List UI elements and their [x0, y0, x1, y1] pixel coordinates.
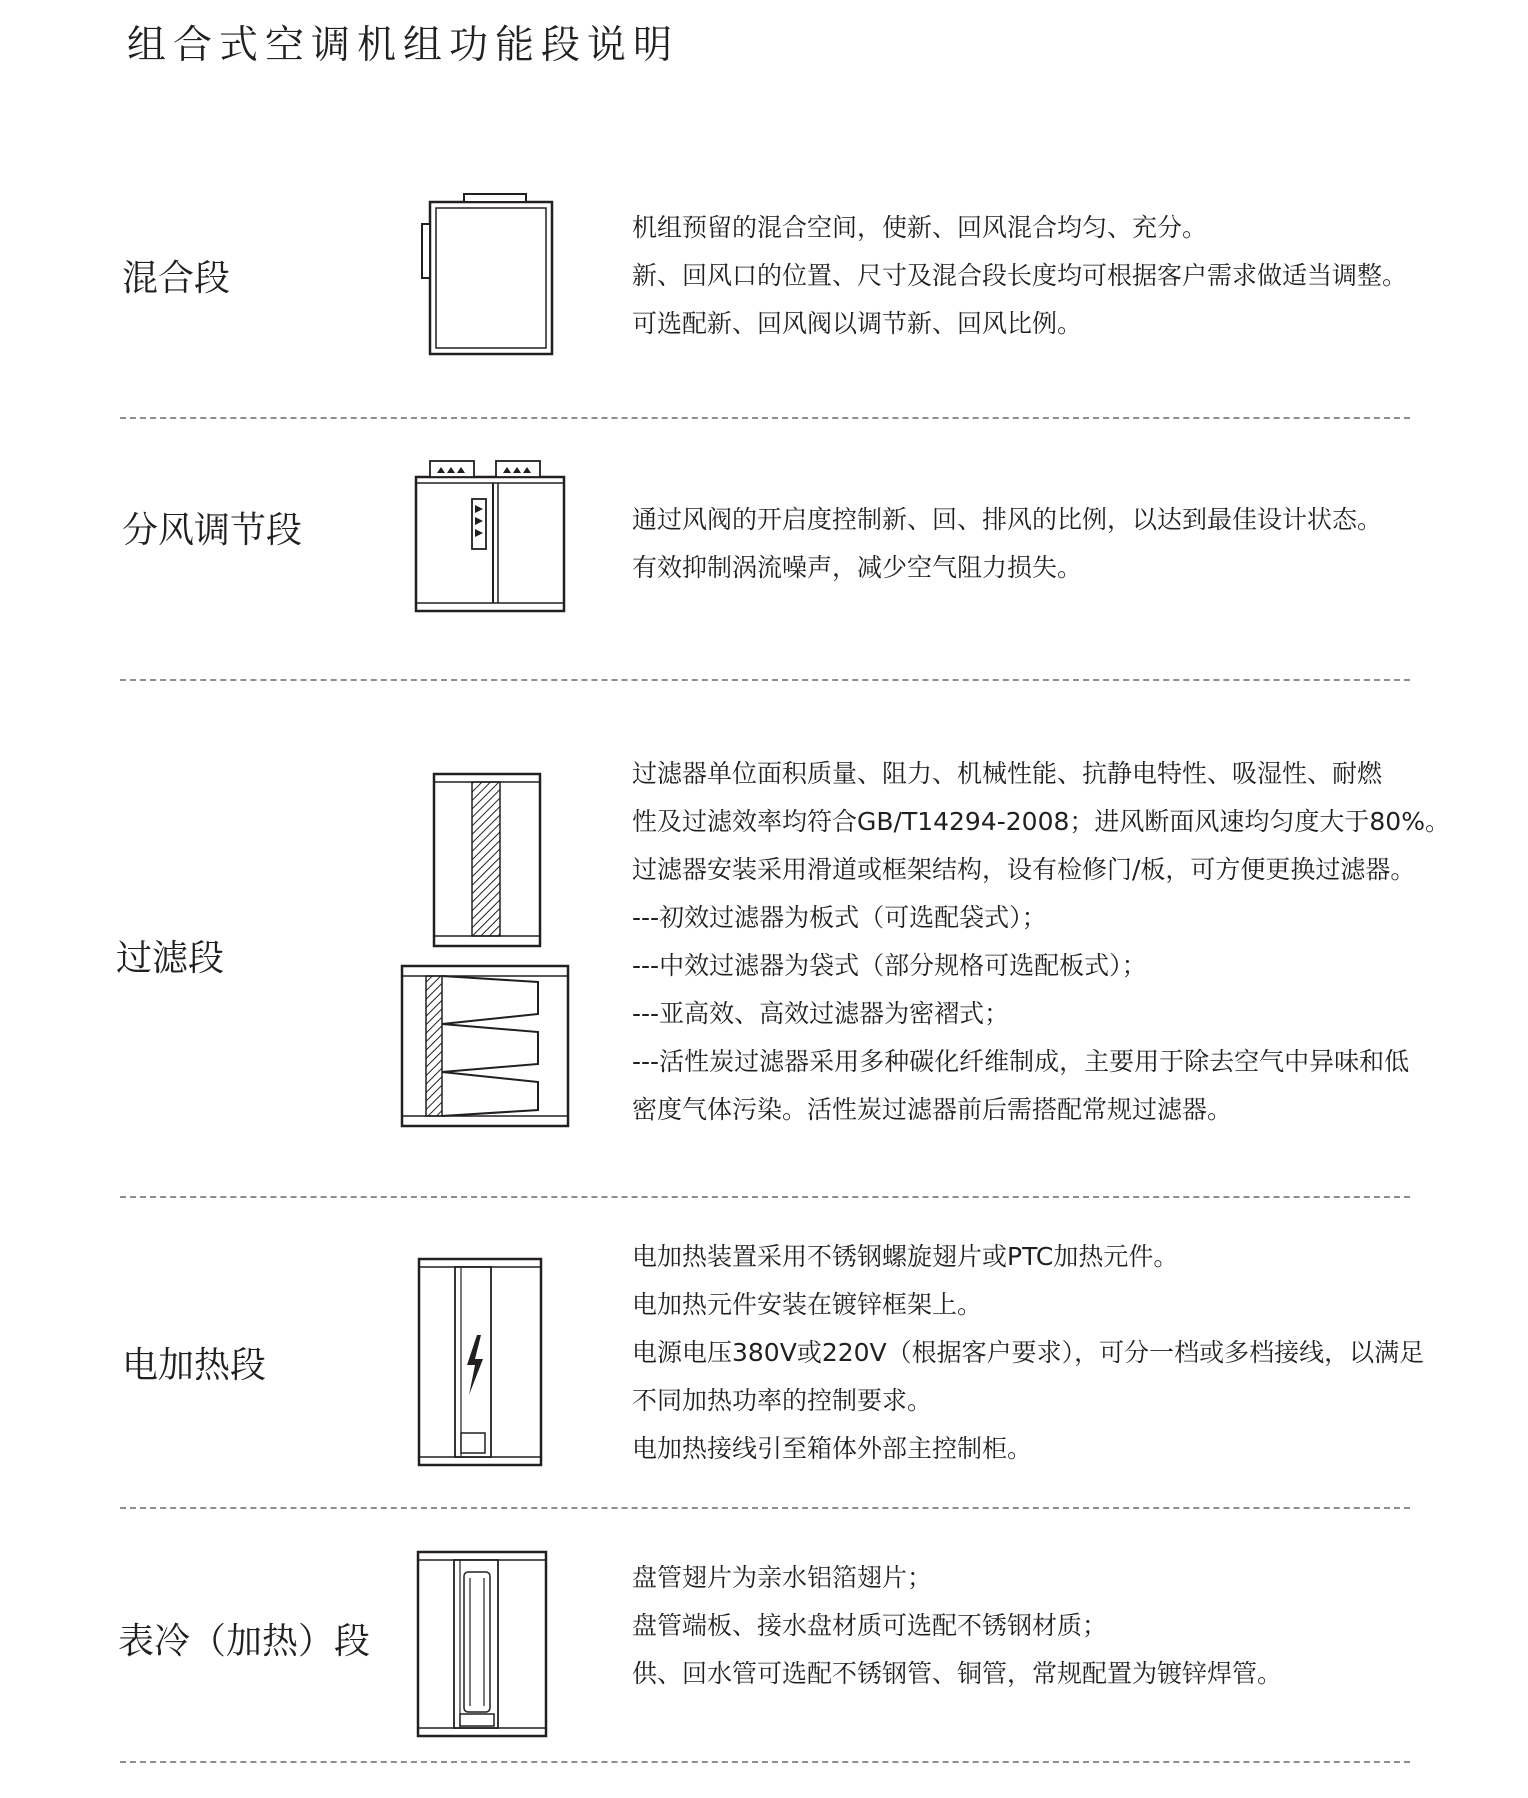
section-divider [120, 1196, 1410, 1198]
description-line: 电加热接线引至箱体外部主控制柜。 [632, 1434, 1033, 1463]
description-line: ---中效过滤器为袋式（部分规格可选配板式）； [632, 951, 1147, 980]
description-line: 电加热装置采用不锈钢螺旋翅片或PTC加热元件。 [632, 1242, 1179, 1271]
section-title: 电加热段 [122, 1345, 267, 1386]
description-line: 有效抑制涡流噪声，减少空气阻力损失。 [632, 553, 1083, 582]
section-divider [120, 417, 1410, 419]
section-description [632, 496, 1432, 592]
description-line: 供、回水管可选配不锈钢管、铜管，常规配置为镀锌焊管。 [632, 1659, 1283, 1688]
page-title: 组合式空调机组功能段说明 [127, 23, 680, 68]
description-line: 不同加热功率的控制要求。 [632, 1386, 933, 1415]
description-line: ---初效过滤器为板式（可选配袋式）； [632, 903, 1047, 932]
section-title: 混合段 [122, 258, 231, 299]
description-line: 通过风阀的开启度控制新、回、排风的比例，以达到最佳设计状态。 [632, 505, 1383, 534]
electric-heater-section-icon [415, 1255, 545, 1470]
section-divider [120, 1507, 1410, 1509]
description-line: 机组预留的混合空间，使新、回风混合均匀、充分。 [632, 213, 1208, 242]
section-divider [120, 679, 1410, 681]
description-line: 盘管翅片为亲水铝箔翅片； [632, 1563, 933, 1592]
section-description [632, 750, 1450, 1134]
description-line: 密度气体污染。活性炭过滤器前后需搭配常规过滤器。 [632, 1095, 1233, 1124]
section-description [632, 1554, 1432, 1698]
description-line: ---亚高效、高效过滤器为密褶式； [632, 999, 1010, 1028]
section-title: 过滤段 [116, 938, 225, 979]
description-line: 新、回风口的位置、尺寸及混合段长度均可根据客户需求做适当调整。 [632, 261, 1408, 290]
section-title: 分风调节段 [122, 510, 303, 551]
description-line: 盘管端板、接水盘材质可选配不锈钢材质； [632, 1611, 1108, 1640]
description-line: ---活性炭过滤器采用多种碳化纤维制成，主要用于除去空气中异味和低 [632, 1047, 1410, 1076]
filter-section-icon [400, 770, 580, 1130]
mixing-section-icon [420, 190, 560, 360]
description-line: 过滤器单位面积质量、阻力、机械性能、抗静电特性、吸湿性、耐燃 [632, 759, 1383, 788]
section-description [632, 1233, 1432, 1473]
coil-section-icon [414, 1548, 550, 1740]
damper-section-icon [410, 453, 570, 613]
section-divider [120, 1761, 1410, 1763]
description-line: 电加热元件安装在镀锌框架上。 [632, 1290, 983, 1319]
section-description [632, 204, 1432, 348]
section-title: 表冷（加热）段 [118, 1621, 371, 1662]
description-line: 过滤器安装采用滑道或框架结构，设有检修门/板，可方便更换过滤器。 [632, 855, 1416, 884]
description-line: 电源电压380V或220V（根据客户要求），可分一档或多档接线，以满足 [632, 1338, 1425, 1367]
description-line: 性及过滤效率均符合GB/T14294-2008；进风断面风速均匀度大于80%。 [632, 807, 1450, 836]
description-line: 可选配新、回风阀以调节新、回风比例。 [632, 309, 1083, 338]
